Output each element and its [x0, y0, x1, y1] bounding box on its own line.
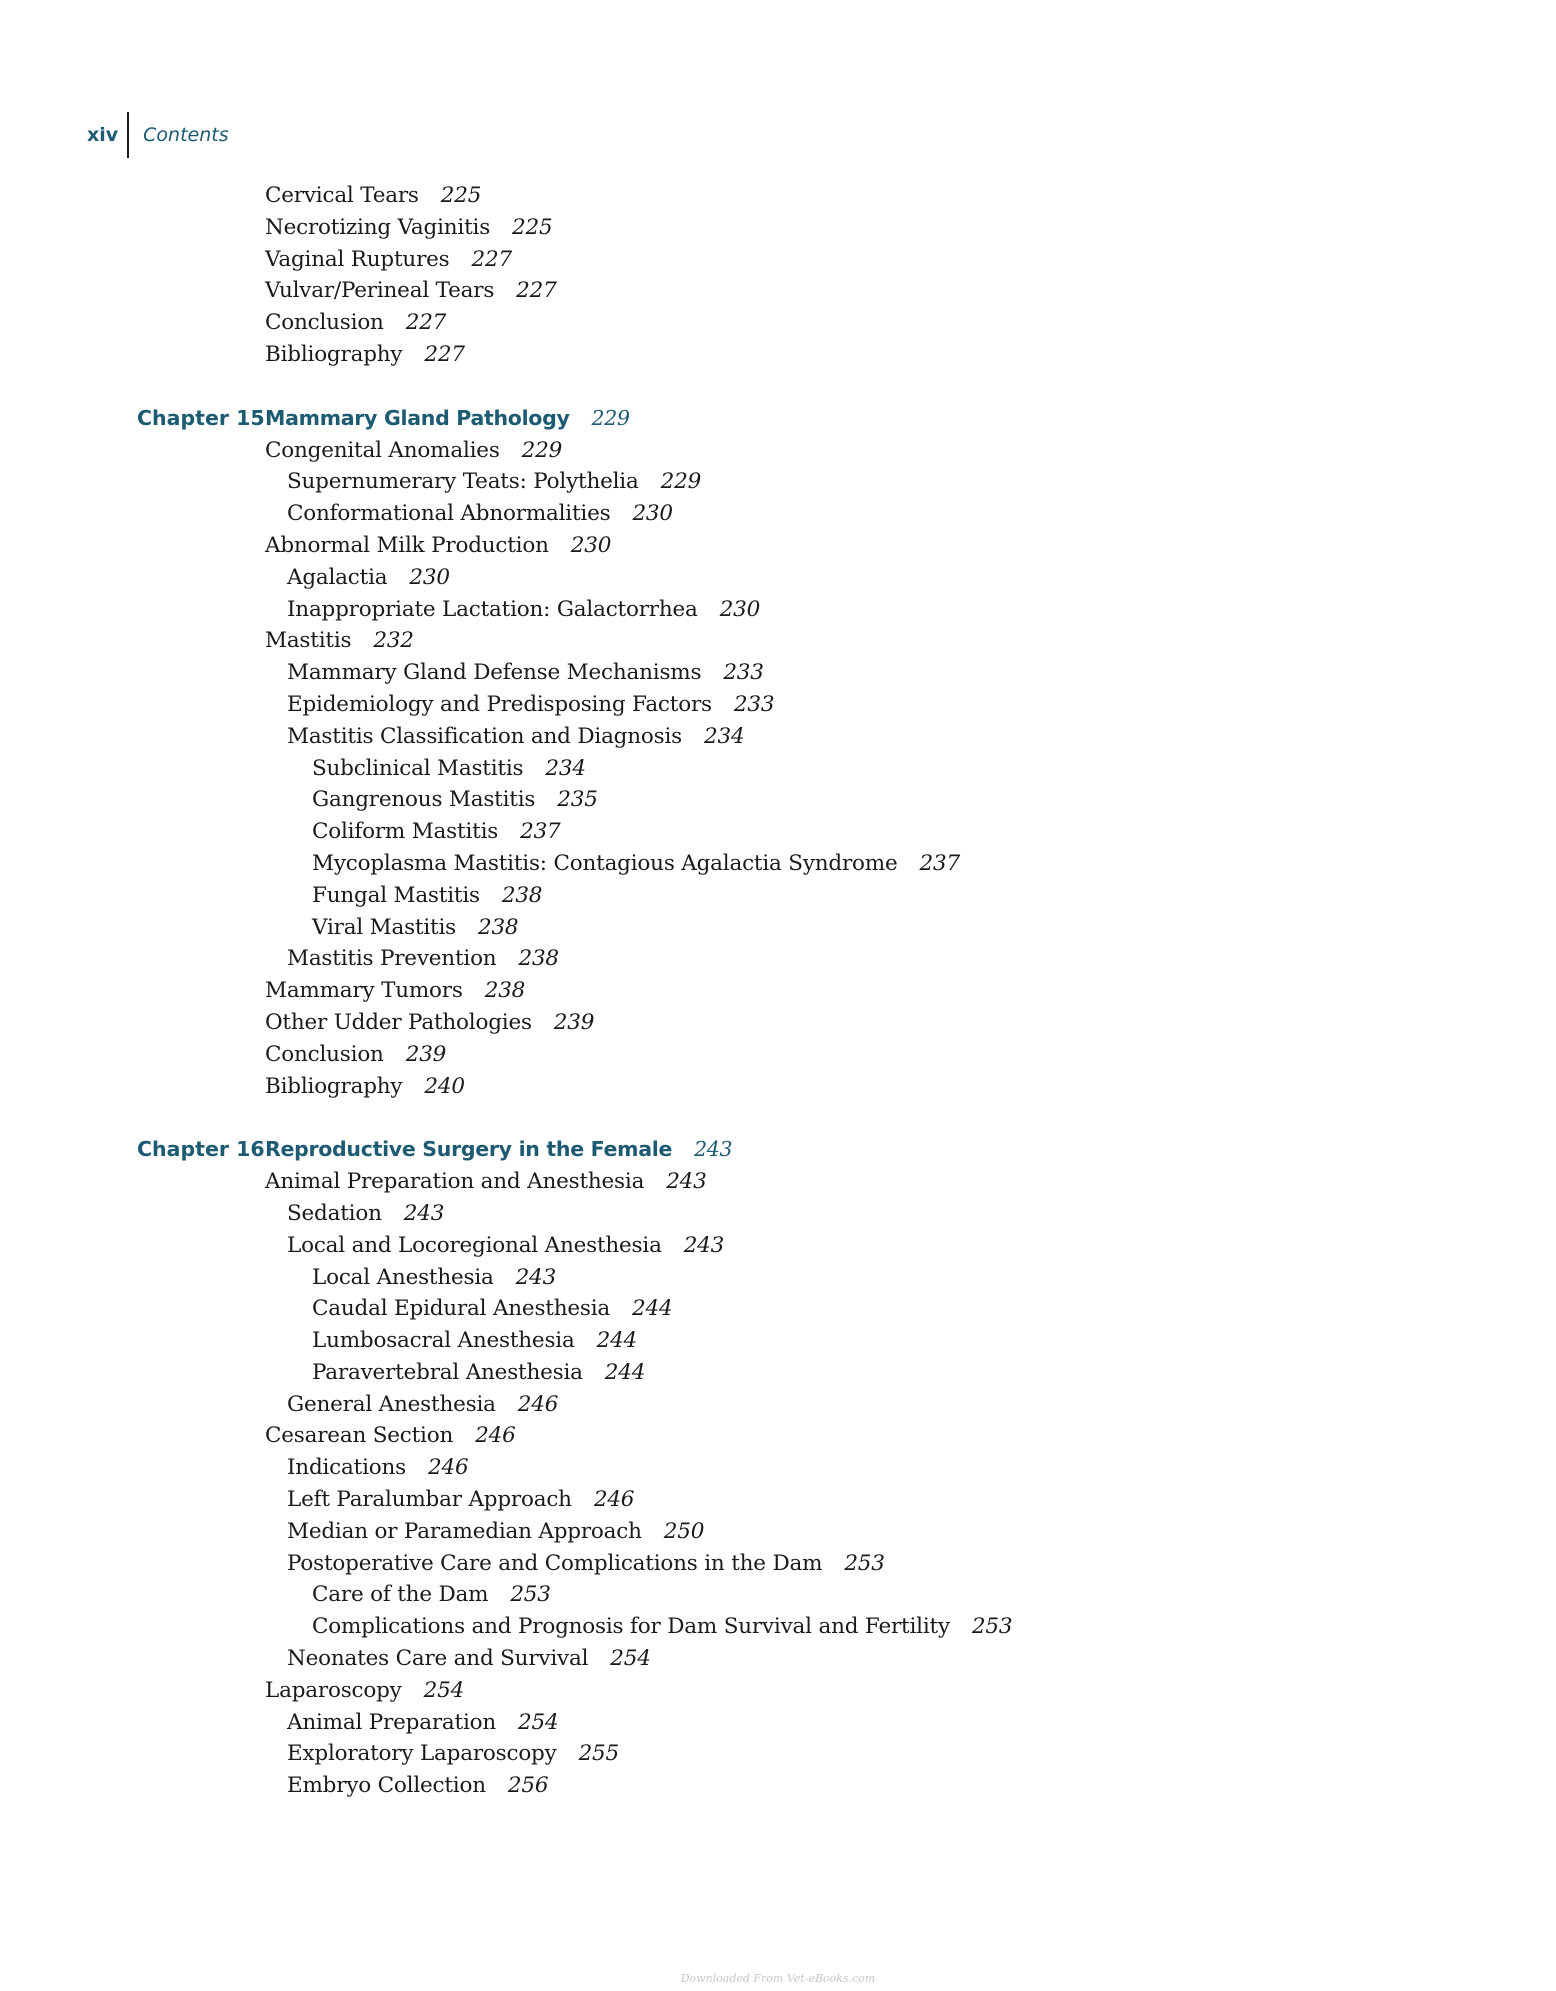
toc-entry-title: Lumbosacral Anesthesia	[312, 1328, 575, 1354]
toc-entry	[0, 848, 1556, 880]
toc-entry-title: Agalactia	[287, 564, 388, 590]
toc-entry-link[interactable]	[287, 1738, 619, 1770]
toc-entry-link[interactable]	[287, 562, 450, 594]
toc-entry	[0, 1166, 1556, 1198]
toc-entry-page-number: 254	[423, 1677, 465, 1703]
chapter-title-text: Mammary Gland Pathology	[265, 405, 570, 430]
toc-entry-title: Inappropriate Lactation: Galactorrhea	[287, 596, 698, 622]
toc-entry	[0, 1738, 1556, 1770]
toc-entry	[0, 1039, 1556, 1071]
toc-entry-title: Supernumerary Teats: Polythelia	[287, 469, 639, 495]
toc-entry-link[interactable]	[287, 1643, 651, 1675]
toc-entry-link[interactable]	[287, 1452, 468, 1484]
chapter-title[interactable]	[265, 403, 630, 435]
toc-entry-link[interactable]	[265, 435, 562, 467]
toc-entry-page-number: 256	[507, 1773, 549, 1799]
toc-entry-page-number: 253	[971, 1614, 1013, 1640]
toc-entry-title: Local Anesthesia	[312, 1264, 494, 1290]
toc-entry-title: Local and Locoregional Anesthesia	[287, 1232, 662, 1258]
toc-entry-link[interactable]	[265, 1166, 707, 1198]
toc-entry-page-number: 225	[440, 183, 482, 208]
toc-entry-title: Animal Preparation	[287, 1709, 497, 1735]
toc-entry	[0, 1007, 1556, 1039]
chapter-page-number: 243	[694, 1137, 733, 1162]
toc-entry-page-number: 230	[632, 501, 673, 527]
toc-entry-title: Care of the Dam	[312, 1582, 489, 1608]
toc-entry	[0, 1230, 1556, 1262]
toc-entry	[0, 212, 1556, 244]
toc-entry-page-number: 255	[578, 1741, 620, 1767]
toc-entry-link[interactable]	[312, 880, 542, 912]
toc-entry-page-number: 250	[663, 1518, 705, 1544]
toc-entry-page-number: 243	[666, 1169, 707, 1195]
toc-entry-link[interactable]	[265, 339, 465, 371]
toc-entry-page-number: 244	[604, 1359, 646, 1385]
toc-entry-link[interactable]	[287, 466, 701, 498]
toc-entry-link[interactable]	[287, 1198, 444, 1230]
toc-entry-title: Exploratory Laparoscopy	[287, 1741, 557, 1767]
toc-entry-link[interactable]	[312, 912, 518, 944]
toc-entry-page-number: 232	[373, 628, 414, 654]
toc-entry-link[interactable]	[265, 1007, 594, 1039]
toc-entry-title: General Anesthesia	[287, 1391, 496, 1417]
toc-entry-title: Laparoscopy	[265, 1677, 402, 1703]
toc-entry-page-number: 225	[512, 214, 553, 240]
toc-entry-title: Embryo Collection	[287, 1773, 486, 1799]
toc-entry-link[interactable]	[265, 625, 414, 657]
toc-entry-page-number: 246	[427, 1455, 469, 1481]
toc-entry-page-number: 237	[520, 819, 561, 845]
toc-entry-link[interactable]	[287, 594, 760, 626]
toc-entry-page-number: 238	[484, 978, 526, 1004]
toc-entry	[0, 339, 1556, 371]
toc-entry-title: Postoperative Care and Complications in the Dam	[287, 1550, 823, 1576]
toc-entry-link[interactable]	[287, 689, 774, 721]
toc-entry-title: Conclusion	[265, 310, 384, 336]
toc-entry-page-number: 227	[424, 341, 465, 367]
toc-entry-title: Mastitis Classification and Diagnosis	[287, 723, 682, 749]
toc-entry-title: Necrotizing Vaginitis	[265, 214, 491, 240]
running-title: Contents	[143, 124, 229, 146]
chapter-title-text: Reproductive Surgery in the Female	[265, 1137, 673, 1162]
toc-entry-title: Median or Paramedian Approach	[287, 1518, 642, 1544]
toc-entry-link[interactable]	[287, 1389, 558, 1421]
toc-entry-link[interactable]	[312, 1325, 637, 1357]
toc-entry-link[interactable]	[312, 784, 598, 816]
toc-entry-title: Mammary Tumors	[265, 978, 463, 1004]
toc-entry-page-number: 229	[521, 437, 563, 463]
toc-entry-title: Conclusion	[265, 1041, 384, 1067]
toc-entry-title: Left Paralumbar Approach	[287, 1487, 572, 1513]
toc-entry-link[interactable]	[265, 244, 512, 276]
toc-entry	[0, 1452, 1556, 1484]
toc-entry-title: Gangrenous Mastitis	[312, 787, 536, 813]
toc-entry	[0, 180, 1556, 212]
toc-entry-link[interactable]	[312, 1357, 645, 1389]
toc-entry-link[interactable]	[312, 753, 586, 785]
toc-entry	[0, 625, 1556, 657]
toc-entry-link[interactable]	[312, 848, 960, 880]
toc-entry-link[interactable]	[265, 530, 611, 562]
toc-entry-title: Mastitis Prevention	[287, 946, 497, 972]
toc-entry-title: Complications and Prognosis for Dam Survival and Fertility	[312, 1614, 950, 1640]
toc-entry-title: Fungal Mastitis	[312, 882, 480, 908]
toc-entry-title: Abnormal Milk Production	[265, 532, 549, 558]
toc-entry-link[interactable]	[287, 721, 744, 753]
toc-entry	[0, 1357, 1556, 1389]
toc-entry	[0, 466, 1556, 498]
toc-entry-page-number: 234	[703, 723, 745, 749]
toc-entry-link[interactable]	[265, 307, 446, 339]
toc-entry-title: Animal Preparation and Anesthesia	[265, 1169, 645, 1195]
toc-entry-page-number: 237	[919, 850, 960, 876]
toc-entry-title: Bibliography	[265, 341, 403, 367]
toc-entry-title: Neonates Care and Survival	[287, 1646, 589, 1672]
toc-entry	[0, 1643, 1556, 1675]
toc-entry-link[interactable]	[312, 1262, 556, 1294]
toc-entry-page-number: 243	[403, 1200, 445, 1226]
toc-entry-title: Vaginal Ruptures	[265, 246, 450, 272]
toc-entry-link[interactable]	[287, 1516, 704, 1548]
toc-entry-link[interactable]	[312, 1611, 1012, 1643]
toc-entry-title: Conformational Abnormalities	[287, 501, 611, 527]
running-head	[87, 112, 229, 158]
toc-entry-link[interactable]	[265, 1420, 516, 1452]
toc-entry	[0, 1484, 1556, 1516]
toc-entry-page-number: 244	[596, 1328, 638, 1354]
toc-entry-page-number: 253	[510, 1582, 551, 1608]
toc-entry	[0, 975, 1556, 1007]
toc-entry-page-number: 246	[517, 1391, 559, 1417]
toc-entry	[0, 435, 1556, 467]
toc-entry-link[interactable]	[265, 1675, 464, 1707]
toc-entry	[0, 1675, 1556, 1707]
toc-entry-link[interactable]	[287, 1770, 548, 1802]
toc-entry	[0, 880, 1556, 912]
toc-entry-link[interactable]	[312, 1579, 551, 1611]
toc-entry	[0, 816, 1556, 848]
toc-entry-page-number: 238	[501, 882, 543, 908]
toc-entry-link[interactable]	[287, 1548, 885, 1580]
watermark: Downloaded From Vet-eBooks.com	[680, 1972, 876, 1985]
toc-entry	[0, 275, 1556, 307]
toc-entry-page-number: 233	[723, 660, 764, 686]
toc-entry-link[interactable]	[287, 1484, 634, 1516]
toc-entry-title: Mycoplasma Mastitis: Contagious Agalactia Syndrome	[312, 850, 898, 876]
toc-entry-title: Vulvar/Perineal Tears	[265, 278, 495, 304]
toc-entry-title: Epidemiology and Predisposing Factors	[287, 691, 712, 717]
toc-entry-page-number: 254	[518, 1709, 559, 1735]
toc-entry-page-number: 227	[516, 278, 557, 304]
toc-entry	[0, 498, 1556, 530]
toc-entry-title: Indications	[287, 1455, 406, 1481]
toc-entry-link[interactable]	[312, 1293, 672, 1325]
toc-entry-title: Subclinical Mastitis	[312, 755, 524, 781]
chapter-title[interactable]	[265, 1134, 732, 1166]
toc-entry-title: Sedation	[287, 1200, 382, 1226]
table-of-contents	[0, 180, 1556, 1802]
toc-entry	[0, 912, 1556, 944]
toc-entry-page-number: 233	[733, 691, 775, 717]
toc-entry-title: Paravertebral Anesthesia	[312, 1359, 583, 1385]
toc-entry-link[interactable]	[265, 1071, 465, 1103]
toc-entry	[0, 657, 1556, 689]
toc-chapter-heading	[0, 1134, 1556, 1166]
chapter-number: Chapter 15	[137, 405, 265, 430]
toc-entry-page-number: 239	[405, 1041, 447, 1067]
toc-entry-title: Cesarean Section	[265, 1423, 454, 1449]
toc-entry	[0, 1293, 1556, 1325]
toc-entry	[0, 307, 1556, 339]
toc-entry-page-number: 246	[475, 1423, 516, 1449]
toc-entry-page-number: 238	[477, 914, 519, 940]
toc-entry-page-number: 238	[518, 946, 559, 972]
toc-entry	[0, 1611, 1556, 1643]
toc-entry-link[interactable]	[265, 212, 552, 244]
toc-entry-page-number: 240	[424, 1073, 465, 1099]
toc-entry	[0, 943, 1556, 975]
toc-entry	[0, 753, 1556, 785]
toc-entry-link[interactable]	[287, 498, 673, 530]
toc-entry	[0, 1548, 1556, 1580]
toc-entry-link[interactable]	[312, 816, 561, 848]
toc-entry-page-number: 243	[515, 1264, 557, 1290]
toc-entry-link[interactable]	[265, 975, 525, 1007]
header-rule	[127, 112, 129, 158]
toc-entry	[0, 1071, 1556, 1103]
toc-entry-page-number: 230	[570, 532, 612, 558]
toc-entry	[0, 1198, 1556, 1230]
toc-entry-title: Cervical Tears	[265, 183, 419, 208]
toc-entry	[0, 530, 1556, 562]
toc-entry	[0, 1389, 1556, 1421]
toc-entry-link[interactable]	[287, 1707, 558, 1739]
toc-entry-page-number: 254	[610, 1646, 651, 1672]
toc-entry-page-number: 227	[471, 246, 512, 272]
toc-entry-page-number: 243	[683, 1232, 725, 1258]
toc-entry-title: Mastitis	[265, 628, 352, 654]
toc-entry-page-number: 230	[719, 596, 761, 622]
page-number: xiv	[87, 124, 119, 146]
toc-entry-page-number: 234	[545, 755, 586, 781]
toc-entry	[0, 689, 1556, 721]
chapter-number: Chapter 16	[137, 1137, 265, 1162]
toc-entry-page-number: 230	[409, 564, 450, 590]
toc-entry-title: Viral Mastitis	[312, 914, 456, 940]
toc-entry	[0, 721, 1556, 753]
toc-entry	[0, 1579, 1556, 1611]
toc-entry-link[interactable]	[287, 1230, 724, 1262]
toc-entry	[0, 1420, 1556, 1452]
toc-entry-link[interactable]	[287, 943, 559, 975]
toc-entry	[0, 1262, 1556, 1294]
toc-entry-page-number: 244	[632, 1296, 673, 1322]
toc-entry	[0, 1516, 1556, 1548]
toc-entry-link[interactable]	[265, 275, 557, 307]
toc-entry-title: Mammary Gland Defense Mechanisms	[287, 660, 702, 686]
toc-entry-page-number: 246	[593, 1487, 635, 1513]
toc-entry-page-number: 239	[553, 1009, 595, 1035]
toc-entry	[0, 1770, 1556, 1802]
chapter-page-number: 229	[591, 405, 630, 430]
toc-entry-title: Caudal Epidural Anesthesia	[312, 1296, 611, 1322]
toc-entry-page-number: 229	[660, 469, 702, 495]
toc-entry	[0, 594, 1556, 626]
toc-entry-title: Bibliography	[265, 1073, 403, 1099]
toc-entry	[0, 1325, 1556, 1357]
toc-entry-page-number: 253	[844, 1550, 885, 1576]
toc-entry	[0, 562, 1556, 594]
toc-entry-title: Other Udder Pathologies	[265, 1009, 532, 1035]
toc-entry	[0, 244, 1556, 276]
toc-entry-link[interactable]	[287, 657, 764, 689]
toc-entry	[0, 784, 1556, 816]
toc-entry	[0, 1707, 1556, 1739]
toc-entry-title: Congenital Anomalies	[265, 437, 500, 463]
toc-entry-link[interactable]	[265, 180, 481, 212]
toc-entry-link[interactable]	[265, 1039, 446, 1071]
toc-entry-page-number: 227	[405, 310, 447, 336]
toc-chapter-heading	[0, 403, 1556, 435]
toc-entry-title: Coliform Mastitis	[312, 819, 499, 845]
toc-entry-page-number: 235	[557, 787, 598, 813]
